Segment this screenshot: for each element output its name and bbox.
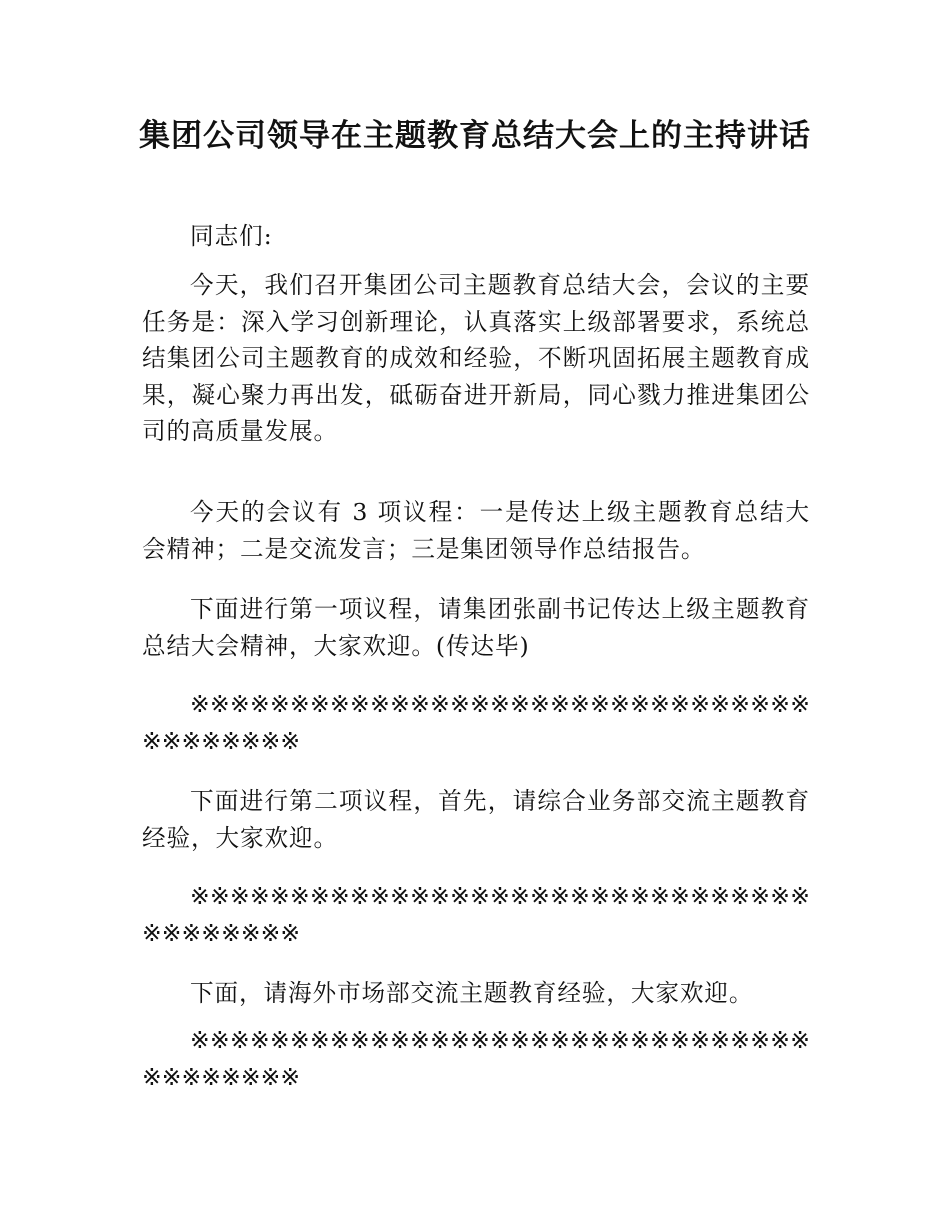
paragraph-overseas-market: 下面，请海外市场部交流主题教育经验，大家欢迎。 — [190, 979, 754, 1007]
paragraph-opening: 今天，我们召开集团公司主题教育总结大会，会议的主要任务是：深入学习创新理论，认真落实上级部署要求，系统总结集团公司主题教育的成效和经验，不断巩固拓展主题教育成果，凝心聚力再出发，砥砺奋进开新局，同心戮力推进集团公司的高质量发展。 — [142, 271, 810, 445]
salutation: 同志们: — [190, 222, 273, 250]
paragraph-second-item: 下面进行第二项议程，首先，请综合业务部交流主题教育经验，大家欢迎。 — [142, 787, 810, 852]
redacted-placeholder-3: ※※※※※※※※※※※※※※※※※※※※※※※※※※※※※※※※※※※※※※※ — [142, 1026, 810, 1091]
paragraph-agenda: 今天的会议有 3 项议程：一是传达上级主题教育总结大会精神；二是交流发言；三是集团领导作总结报告。 — [142, 498, 810, 563]
paragraph-first-item: 下面进行第一项议程，请集团张副书记传达上级主题教育总结大会精神，大家欢迎。(传达毕) — [142, 595, 810, 660]
document-title: 集团公司领导在主题教育总结大会上的主持讲话 — [139, 118, 811, 154]
redacted-placeholder-2: ※※※※※※※※※※※※※※※※※※※※※※※※※※※※※※※※※※※※※※※ — [142, 882, 810, 947]
redacted-placeholder-1: ※※※※※※※※※※※※※※※※※※※※※※※※※※※※※※※※※※※※※※※ — [142, 690, 810, 755]
